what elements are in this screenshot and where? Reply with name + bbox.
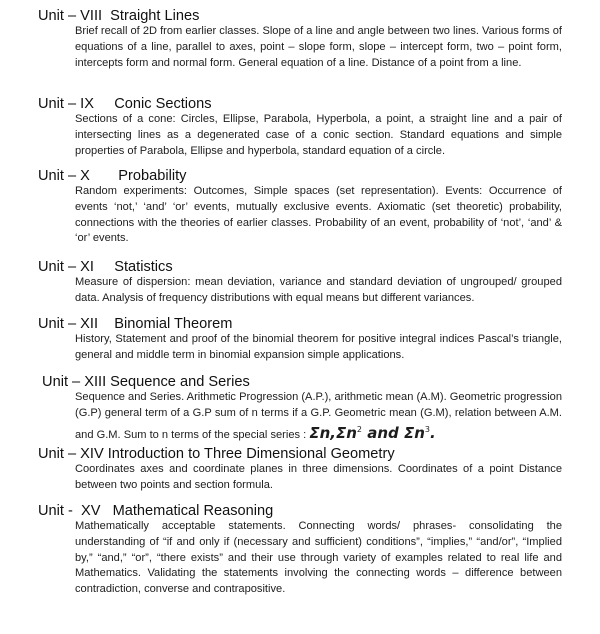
unit-description: Measure of dispersion: mean deviation, variance and standard deviation of ungrouped/ grouped data. Analysis of frequency distributions with equal means but different variances. [75, 276, 562, 304]
unit-description: Sections of a cone: Circles, Ellipse, Parabola, Hyperbola, a point, a straight line and a pair of intersecting lines as a degenerated case of a conic section. Standard equations and simple properties of Parabola, Ellipse and hyperbola, standard equation of a circle. [75, 113, 562, 157]
unit-description: Coordinates axes and coordinate planes in three dimensions. Coordinates of a point Distance between two points and section formula. [75, 463, 562, 491]
unit-description: History, Statement and proof of the binomial theorem for positive integral indices Pascal’s triangle, general and middle term in binomial expansion simple applications. [75, 333, 562, 361]
unit-heading: Unit – IX Conic Sections [38, 96, 212, 112]
unit-heading: Unit – XII Binomial Theorem [38, 316, 233, 332]
unit-heading: Unit – XIII Sequence and Series [38, 374, 250, 390]
unit-description [75, 390, 562, 443]
unit-heading: Unit – XIV Introduction to Three Dimensional Geometry [38, 446, 395, 462]
special-series-expression: $\Sigma n,\Sigma n^2$ and $\Sigma n^3$. [309, 423, 436, 442]
unit-heading: Unit – VIII Straight Lines [38, 8, 200, 24]
unit-heading: Unit – XI Statistics [38, 259, 173, 275]
unit-description: Random experiments: Outcomes, Simple spaces (set representation). Events: Occurrence of events ‘not,’ ‘and’ ‘or’ events, mutually exclusive events. Axiomatic (set theoretic) probability, connections with the theories of earlier classes. Probability of an event, probability of ‘not’, ‘and’ & ‘or’ events. [75, 185, 562, 245]
unit-heading: Unit - XV Mathematical Reasoning [38, 503, 274, 519]
unit-heading: Unit – X Probability [38, 168, 187, 184]
unit-description: Brief recall of 2D from earlier classes. Slope of a line and angle between two lines. Various forms of equations of a line, parallel to axes, point – slope form, slope – intercept form, two – point form, intercepts form and normal form. General equation of a line. Distance of a point from a line. [75, 25, 562, 69]
unit-description-text: Sequence and Series. Arithmetic Progression (A.P.), arithmetic mean (A.M). Geometric progression (G.P) general term of a G.P sum of n terms if a G.P. Geometric mean (G.M), relation between A.M. and G.M. Sum to n terms of the special series : [75, 391, 562, 441]
unit-description: Mathematically acceptable statements. Connecting words/ phrases- consolidating the understanding of “if and only if (necessary and sufficient) conditions”, “implies,” “and/or”, “Implied by,” “and,” “or”, “there exists” and their use through variety of examples related to real life and Mathematics. Validating the statements involving the connecting words – difference between contradiction, converse and contrapositive. [75, 520, 562, 596]
